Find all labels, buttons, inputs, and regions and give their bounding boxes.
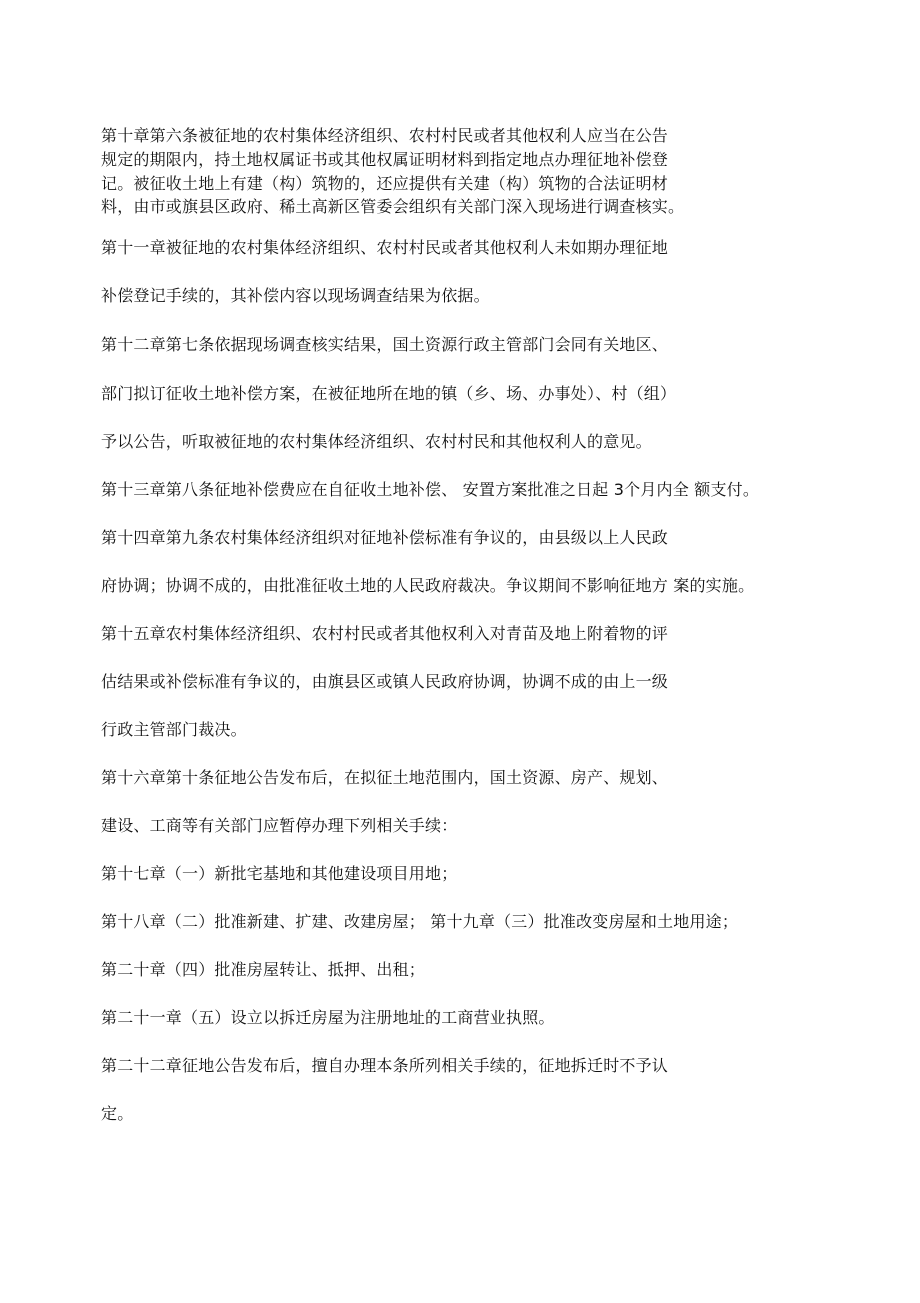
text-line: 第十六章第十条征地公告发布后，在拟征土地范围内，国土资源、房产、规划、: [101, 768, 669, 787]
text-line: 第十四章第九条农村集体经济组织对征地补偿标准有争议的，由县级以上人民政: [101, 528, 669, 547]
text-line: 第十五章农村集体经济组织、农村村民或者其他权利入对青苗及地上附着物的评: [101, 624, 669, 643]
text-line: 补偿登记手续的，其补偿内容以现场调查结果为依据。: [101, 286, 490, 305]
text-line: 定。: [101, 1104, 134, 1123]
text-line: 第十一章被征地的农村集体经济组织、农村村民或者其他权利人未如期办理征地: [101, 238, 669, 257]
text-line: 第十章第六条被征地的农村集体经济组织、农村村民或者其他权利人应当在公告: [101, 126, 669, 145]
text-line: 行政主管部门裁决。: [101, 720, 247, 739]
text-line: 第二十一章（五）设立以拆迁房屋为注册地址的工商营业执照。: [101, 1008, 555, 1027]
text-line: 部门拟订征收土地补偿方案，在被征地所在地的镇（乡、场、办事处）、村（组）: [101, 384, 677, 403]
text-line: 第十三章第八条征地补偿费应在自征收土地补偿、 安置方案批准之日起 3个月内全 额支付。: [101, 480, 760, 499]
text-line: 记。被征收土地上有建（构）筑物的，还应提供有关建（构）筑物的合法证明材: [101, 174, 669, 193]
text-line: 予以公告，听取被征地的农村集体经济组织、农村村民和其他权利人的意见。: [101, 432, 652, 451]
text-line: 府协调；协调不成的，由批准征收土地的人民政府裁决。争议期间不影响征地方 案的实施。: [101, 576, 755, 595]
text-line: 第十七章（一）新批宅基地和其他建设项目用地；: [101, 864, 458, 883]
text-line: 料，由市或旗县区政府、稀土高新区管委会组织有关部门深入现场进行调查核实。: [101, 197, 685, 216]
text-line: 第二十二章征地公告发布后，擅自办理本条所列相关手续的，征地拆迁时不予认: [101, 1056, 669, 1075]
text-line: 估结果或补偿标准有争议的，由旗县区或镇人民政府协调，协调不成的由上一级: [101, 672, 669, 691]
text-line: 第十二章第七条依据现场调查核实结果，国土资源行政主管部门会同有关地区、: [101, 335, 669, 354]
text-line: 规定的期限内，持土地权属证书或其他权属证明材料到指定地点办理征地补偿登: [101, 150, 669, 169]
text-line: 第二十章（四）批准房屋转让、抵押、出租；: [101, 960, 426, 979]
text-line: 第十八章（二）批准新建、扩建、改建房屋； 第十九章（三）批准改变房屋和土地用途；: [101, 912, 739, 931]
text-line: 建设、工商等有关部门应暂停办理下列相关手续：: [101, 816, 458, 835]
